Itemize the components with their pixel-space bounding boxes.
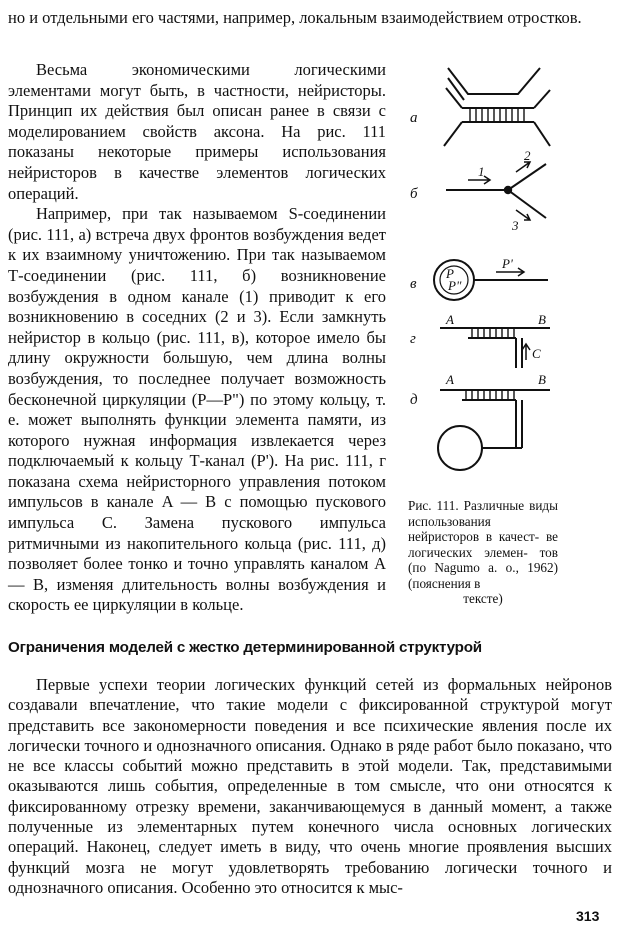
caption-line-2: виды использования (408, 498, 558, 529)
panel-v-label-p-double: P" (448, 278, 462, 293)
panel-g-label-a: A (446, 312, 454, 327)
panel-b-number-1: 1 (478, 164, 485, 179)
panel-label-d: д (410, 392, 418, 408)
left-column (8, 60, 386, 616)
panel-d-label-b: B (538, 372, 546, 387)
panel-a-hatching (470, 108, 524, 122)
panel-d-channel (438, 390, 550, 470)
caption-line-5: тов (по Nagumo a. o., (408, 544, 559, 575)
panel-b-t-junction (446, 162, 546, 220)
panel-label-b: б (410, 186, 418, 202)
figure-111 (398, 60, 620, 530)
figure-caption (408, 498, 558, 607)
panel-g-label-b: B (538, 312, 546, 327)
caption-line-3: нейристоров в качест- (408, 529, 540, 544)
panel-label-a: а (410, 110, 418, 126)
panel-d-hatching (466, 390, 514, 400)
caption-line-7: тексте) (463, 591, 503, 606)
caption-line-4: ве логических элемен- (408, 529, 558, 560)
paragraph-connections: Например, при так называемом S-соединении (рис. 111, а) встреча двух фронтов возбуждения ведет к их взаимному уничтожению. При так называемом Т-соединении (рис. 111, б) возникновение возбуждения в одном канале (1) приводит к его возникновению в соседних (2 и 3). Если замкнуть нейристор в кольцо (рис. 111, в), которое имело бы длину окружности большую, чем длина волны возбуждения, то последнее получает возможность бесконечной циркуляции (P—P") по этому кольцу, т. е. может выполнять функции элемента памяти, из которого нужная информация извлекается через подключаемый к кольцу Т-канал (P'). На рис. 111, г показана схема нейристорного управления потоком импульсов в канале A — B с помощью пускового импульса С. Замена пускового импульса ритмичными из накопительного кольца (рис. 111, д) позволяет более тонко и точно управлять каналом A — B, изменяя длительность волны возбуждения и скорость ее циркуляции в кольце. (8, 204, 386, 615)
caption-line-6: 1962) (пояснения в (408, 560, 559, 591)
caption-line-1: Рис. 111. Различные (408, 498, 525, 513)
page-number: 313 (576, 908, 600, 924)
panel-label-v: в (410, 276, 417, 292)
panel-g-hatching (472, 328, 514, 338)
top-paragraph (8, 8, 608, 28)
panel-v-label-p: P (446, 266, 454, 281)
top-paragraph-text: но и отдельными его частями, например, локальным взаимодействием отростков. (8, 8, 582, 27)
panel-d-label-a: A (446, 372, 454, 387)
panel-b-number-3: 3 (512, 218, 519, 233)
panel-a-s-junction (444, 68, 550, 146)
section-heading: Ограничения моделей с жестко детерминированной структурой (8, 639, 482, 656)
panel-v-label-p-prime: P' (502, 256, 513, 271)
panel-g-label-c: C (532, 346, 541, 361)
panel-b-number-2: 2 (524, 148, 531, 163)
panel-label-g: г (410, 331, 416, 347)
figure-111-drawing (398, 60, 620, 500)
body-section (8, 675, 612, 898)
body-paragraph: Первые успехи теории логических функций сетей из формальных нейронов создавали впечатление, что такие модели с фиксированной структурой могут представить все закономерности поведения и все психические явления после их логически точного и однозначного описания. Однако в ряде работ было показано, что не все классы событий можно представить в этой модели. Так, представимыми оказываются лишь события, определенные в том смысле, что они относятся к фиксированному отрезку времени, заканчивающемуся в данный момент, а также полученные из элементарных путем конечного числа основных логических операций. Наконец, следует иметь в виду, что очень многие проявления высших функций мозга не могут удовлетворять требованию логически точного и однозначного описания. Особенно это относится к мыс- (8, 675, 612, 897)
paragraph-neuristors: Весьма экономическими логическими элементами могут быть, в частности, нейристоры. Принцип их действия был описан ранее в связи с моделированием свойств аксона. На рис. 111 показаны некоторые примеры использования нейристоров в качестве элементов логических операций. (8, 60, 386, 203)
